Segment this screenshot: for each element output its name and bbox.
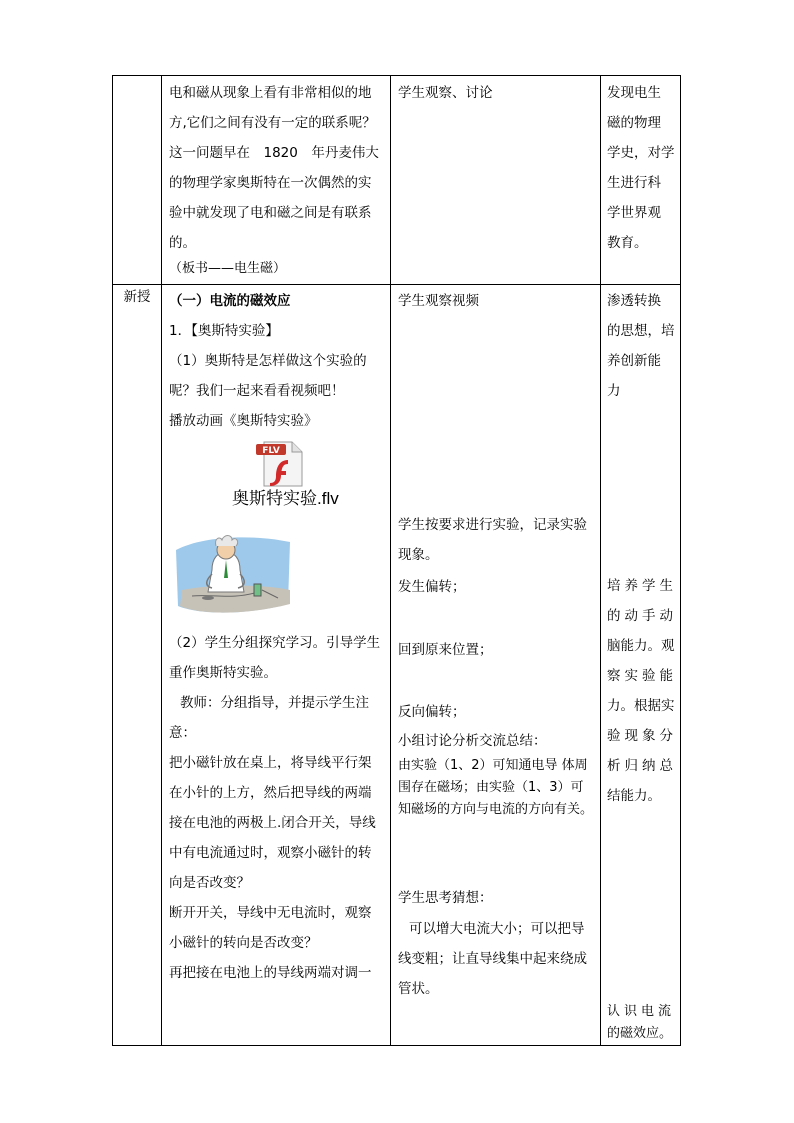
- text-line: 教育。: [607, 235, 648, 251]
- text-line: 教师：分组指导，并提示学生注: [180, 695, 369, 711]
- text-line: （板书——电生磁）: [169, 261, 287, 276]
- teacher-activity-cell: [162, 76, 391, 285]
- think-title: 学生思考猜想：: [398, 890, 493, 906]
- text-line: 磁的物理: [607, 115, 661, 131]
- text-line: 向是否改变？: [169, 875, 250, 891]
- text-line: 意：: [169, 725, 196, 741]
- text-line: 脑能力。观: [607, 638, 675, 654]
- text-line: 由实验（1、2）可知通电导 体周: [398, 758, 588, 773]
- stage-cell: 新授: [113, 285, 162, 1046]
- text-line: 学生按要求进行实验，记录实验: [398, 517, 587, 533]
- text-line: 方,它们之间有没有一定的联系呢？: [169, 115, 376, 131]
- text-line: 渗透转换: [607, 293, 661, 309]
- text-line: 可以增大电流大小；可以把导: [409, 921, 585, 937]
- table-row: [113, 285, 681, 1046]
- student-activity-cell: [391, 76, 601, 285]
- flash-video-icon: [254, 440, 308, 490]
- section-heading: （一）电流的磁效应: [169, 293, 291, 309]
- text-line: 再把接在电池上的导线两端对调一: [169, 965, 372, 981]
- text-line: 认识电流: [607, 1004, 676, 1019]
- teacher-activity-cell: [162, 285, 391, 1046]
- text-line: 结能力。: [607, 788, 661, 804]
- observation-2: 回到原来位置；: [398, 642, 493, 658]
- scientist-experiment-image: [172, 530, 296, 618]
- text-line: 力: [607, 383, 621, 399]
- text-line: 学生观察视频: [398, 293, 479, 309]
- text-line: 的。: [169, 235, 196, 251]
- text-line: 这一问题早在 1820 年丹麦伟大: [169, 145, 379, 161]
- text-line: 把小磁针放在桌上，将导线平行架: [169, 755, 372, 771]
- text-line: 呢？我们一起来看看视频吧！: [169, 383, 345, 399]
- text-line: 察实验能: [607, 668, 677, 684]
- observation-1: 发生偏转；: [398, 579, 466, 595]
- text-line: 的磁效应。: [607, 1026, 673, 1041]
- text-line: 的动手动: [607, 608, 677, 624]
- text-line: 中有电流通过时，观察小磁针的转: [169, 845, 372, 861]
- text-line: 力。根据实: [607, 698, 675, 714]
- text-line: 断开开关，导线中无电流时，观察: [169, 905, 372, 921]
- observation-3: 反向偏转；: [398, 704, 466, 720]
- text-line: 现象。: [398, 547, 439, 563]
- lesson-plan-table: [112, 75, 681, 1046]
- flv-badge: FLV: [262, 446, 280, 456]
- text-line: 生进行科: [607, 175, 661, 191]
- scientist-illustration: [162, 522, 390, 628]
- text-line: 围存在磁场；由实验（1、3）可: [398, 780, 584, 795]
- text-line: 学生观察、讨论: [398, 85, 493, 101]
- text-line: 管状。: [398, 981, 439, 997]
- design-intent-cell: [601, 76, 681, 285]
- text-line: （1）奥斯特是怎样做这个实验的: [169, 353, 367, 369]
- text-line: 验现象分: [607, 728, 677, 744]
- text-line: 播放动画《奥斯特实验》: [169, 413, 318, 429]
- text-line: 1．【奥斯特实验】: [169, 323, 279, 339]
- text-line: 发现电生: [607, 85, 661, 101]
- text-line: 电和磁从现象上看有非常相似的地: [169, 85, 372, 101]
- text-line: 知磁场的方向与电流的方向有关。: [398, 802, 594, 817]
- text-line: （2）学生分组探究学习。引导学生: [169, 635, 381, 651]
- table-row: [113, 76, 681, 285]
- text-line: 在小针的上方，然后把导线的两端: [169, 785, 372, 801]
- text-line: 学史，对学: [607, 145, 675, 161]
- flv-filename[interactable]: 奥斯特实验.flv: [232, 489, 339, 508]
- text-line: 接在电池的两极上.闭合开关，导线: [169, 815, 376, 831]
- stage-cell-empty: [113, 76, 162, 285]
- text-line: 线变粗；让直导线集中起来绕成: [398, 951, 587, 967]
- text-line: 析归纳总: [607, 758, 677, 774]
- text-line: 重作奥斯特实验。: [169, 665, 277, 681]
- summary-title: 小组讨论分析交流总结：: [398, 733, 547, 749]
- flv-file-attachment[interactable]: [162, 436, 390, 522]
- text-line: 的物理学家奥斯特在一次偶然的实: [169, 175, 372, 191]
- text-line: 验中就发现了电和磁之间是有联系: [169, 205, 372, 221]
- text-line: 学世界观: [607, 205, 661, 221]
- student-activity-cell: [391, 285, 601, 1046]
- text-line: 养创新能: [607, 353, 661, 369]
- text-line: 的思想，培: [607, 323, 675, 339]
- text-line: 小磁针的转向是否改变？: [169, 935, 318, 951]
- text-line: 培养学生: [607, 578, 677, 594]
- design-intent-cell: [601, 285, 681, 1046]
